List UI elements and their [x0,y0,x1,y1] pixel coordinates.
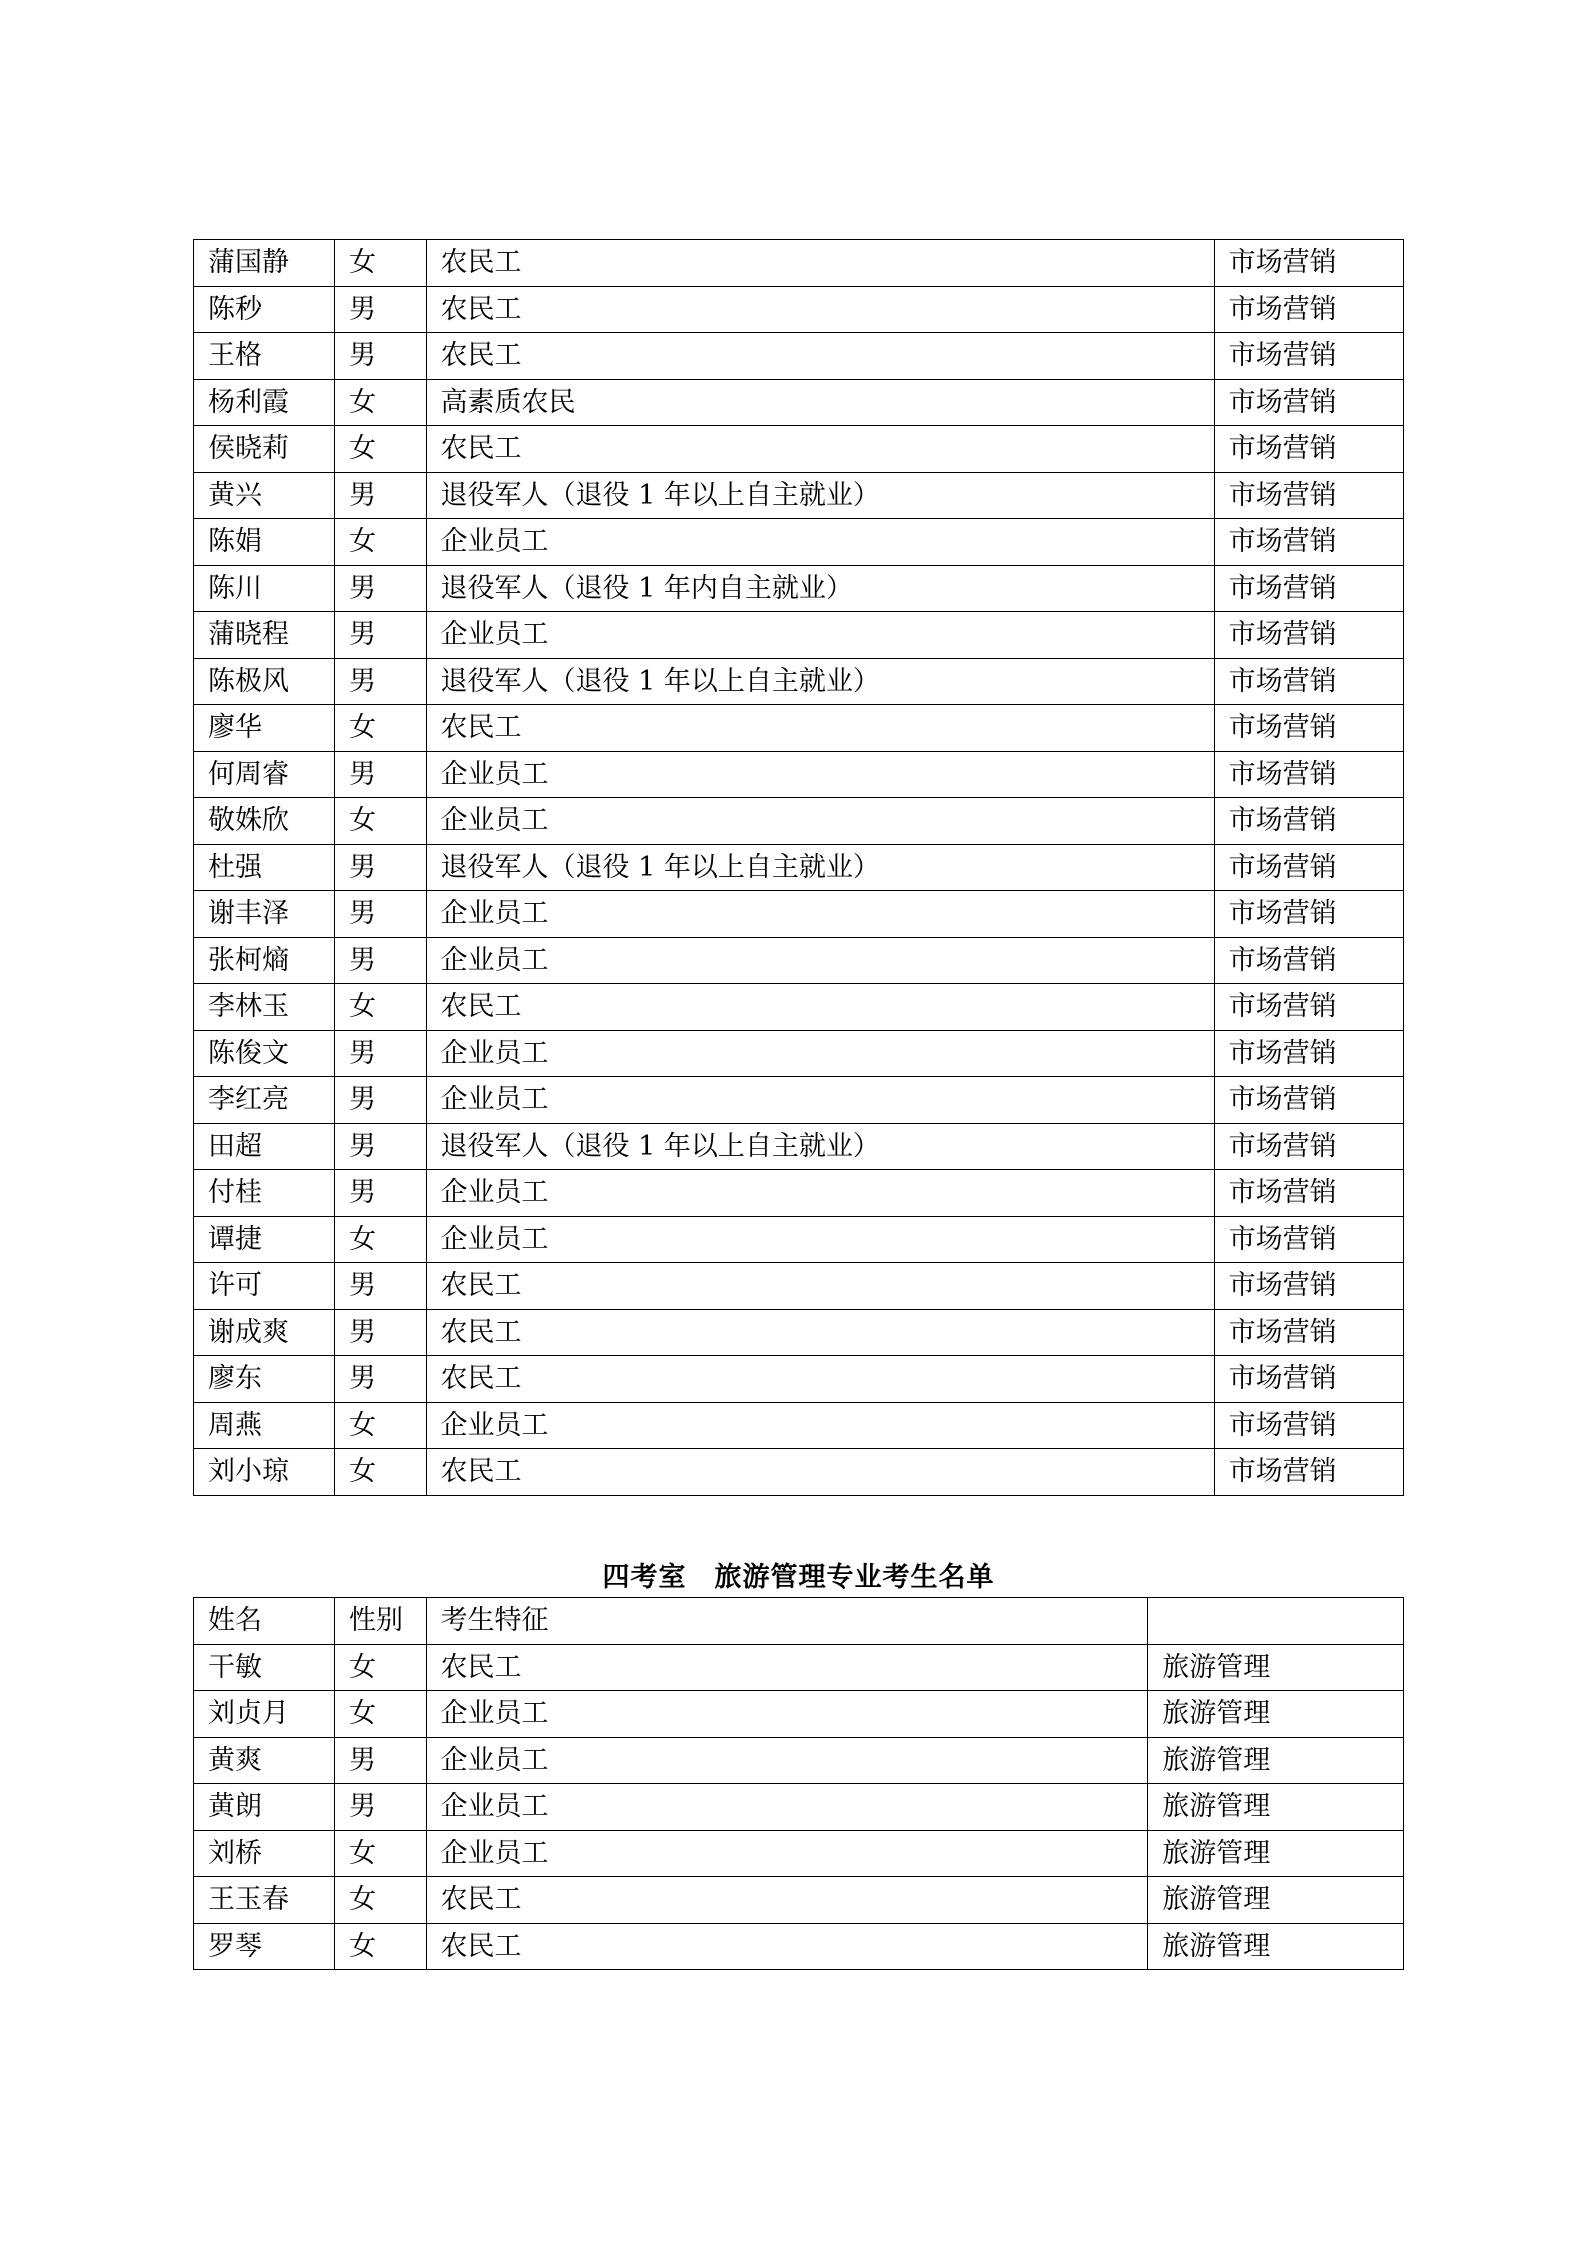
table-row [194,612,1404,659]
table-row [194,798,1404,845]
cell-name: 谭捷 [194,1216,335,1263]
cell-name: 王格 [194,333,335,380]
cell-gender: 男 [334,1309,426,1356]
cell-name: 李林玉 [194,984,335,1031]
cell-gender: 男 [334,751,426,798]
cell-gender: 男 [334,1170,426,1217]
header-name: 姓名 [194,1598,335,1645]
cell-gender: 女 [334,1216,426,1263]
table-row [194,1123,1404,1170]
cell-major: 市场营销 [1214,1030,1403,1077]
table-row [194,1170,1404,1217]
cell-name: 蒲国静 [194,240,335,287]
cell-major: 旅游管理 [1148,1784,1404,1831]
cell-major: 市场营销 [1214,844,1403,891]
table-row [194,1216,1404,1263]
cell-gender: 女 [334,1644,426,1691]
cell-feature: 农民工 [426,984,1214,1031]
cell-gender: 男 [334,1737,426,1784]
cell-major: 市场营销 [1214,891,1403,938]
cell-feature: 高素质农民 [426,379,1214,426]
cell-name: 陈娟 [194,519,335,566]
cell-name: 廖华 [194,705,335,752]
cell-name: 黄兴 [194,472,335,519]
cell-name: 侯晓莉 [194,426,335,473]
cell-major: 市场营销 [1214,1216,1403,1263]
cell-gender: 男 [334,1077,426,1124]
cell-name: 刘贞月 [194,1691,335,1738]
cell-name: 杜强 [194,844,335,891]
cell-feature: 企业员工 [426,891,1214,938]
table-row [194,1030,1404,1077]
cell-feature: 企业员工 [426,1737,1148,1784]
cell-major: 市场营销 [1214,426,1403,473]
tourism-table-body [194,1598,1404,1970]
cell-feature: 农民工 [426,705,1214,752]
cell-major: 市场营销 [1214,1449,1403,1496]
cell-gender: 女 [334,1449,426,1496]
cell-gender: 女 [334,1402,426,1449]
cell-name: 付桂 [194,1170,335,1217]
cell-gender: 女 [334,705,426,752]
cell-gender: 男 [334,1356,426,1403]
cell-major: 市场营销 [1214,1123,1403,1170]
cell-major: 旅游管理 [1148,1830,1404,1877]
cell-name: 李红亮 [194,1077,335,1124]
cell-major: 旅游管理 [1148,1737,1404,1784]
cell-gender: 男 [334,658,426,705]
cell-name: 陈俊文 [194,1030,335,1077]
cell-feature: 企业员工 [426,1402,1214,1449]
cell-feature: 企业员工 [426,1030,1214,1077]
table-row [194,1877,1404,1924]
table-row [194,240,1404,287]
cell-major: 市场营销 [1214,612,1403,659]
table-row [194,658,1404,705]
cell-major: 市场营销 [1214,519,1403,566]
cell-feature: 退役军人（退役 1 年以上自主就业） [426,844,1214,891]
table-row [194,519,1404,566]
table-row [194,1923,1404,1970]
cell-gender: 男 [334,937,426,984]
cell-feature: 农民工 [426,1449,1214,1496]
cell-gender: 女 [334,1877,426,1924]
cell-major: 市场营销 [1214,1309,1403,1356]
cell-major: 市场营销 [1214,751,1403,798]
table-row [194,891,1404,938]
cell-gender: 女 [334,1923,426,1970]
cell-major: 市场营销 [1214,472,1403,519]
table-row [194,1644,1404,1691]
cell-major: 市场营销 [1214,1170,1403,1217]
cell-gender: 男 [334,612,426,659]
cell-major: 市场营销 [1214,1356,1403,1403]
cell-gender: 男 [334,1123,426,1170]
cell-name: 廖东 [194,1356,335,1403]
cell-gender: 男 [334,844,426,891]
table-row [194,1402,1404,1449]
cell-name: 田超 [194,1123,335,1170]
cell-name: 敬姝欣 [194,798,335,845]
cell-name: 谢丰泽 [194,891,335,938]
cell-feature: 农民工 [426,1263,1214,1310]
cell-name: 刘小琼 [194,1449,335,1496]
marketing-table-body [194,240,1404,1496]
table-row [194,705,1404,752]
cell-major: 市场营销 [1214,333,1403,380]
cell-name: 陈秒 [194,286,335,333]
table-row [194,1784,1404,1831]
cell-major: 市场营销 [1214,379,1403,426]
cell-feature: 企业员工 [426,1691,1148,1738]
cell-major: 旅游管理 [1148,1877,1404,1924]
cell-gender: 男 [334,1030,426,1077]
cell-gender: 男 [334,1784,426,1831]
cell-feature: 农民工 [426,1309,1214,1356]
cell-name: 刘桥 [194,1830,335,1877]
cell-name: 谢成爽 [194,1309,335,1356]
cell-feature: 农民工 [426,1356,1214,1403]
cell-major: 市场营销 [1214,1077,1403,1124]
table-row [194,472,1404,519]
cell-gender: 女 [334,1830,426,1877]
cell-feature: 农民工 [426,426,1214,473]
cell-name: 杨利霞 [194,379,335,426]
marketing-student-table [193,239,1404,1496]
cell-name: 陈极风 [194,658,335,705]
table-row [194,1737,1404,1784]
cell-major: 市场营销 [1214,937,1403,984]
cell-name: 干敏 [194,1644,335,1691]
cell-name: 张柯熵 [194,937,335,984]
table-row [194,751,1404,798]
cell-feature: 农民工 [426,1644,1148,1691]
table-row [194,286,1404,333]
cell-gender: 女 [334,1691,426,1738]
table-row [194,1449,1404,1496]
cell-gender: 女 [334,519,426,566]
cell-feature: 农民工 [426,240,1214,287]
cell-feature: 企业员工 [426,1170,1214,1217]
cell-major: 市场营销 [1214,286,1403,333]
table-row [194,1309,1404,1356]
cell-name: 陈川 [194,565,335,612]
cell-name: 蒲晓程 [194,612,335,659]
section-title: 四考室 旅游管理专业考生名单 [602,1562,995,1593]
cell-major: 旅游管理 [1148,1691,1404,1738]
cell-gender: 女 [334,379,426,426]
cell-name: 何周睿 [194,751,335,798]
tourism-student-table [193,1597,1404,1970]
cell-feature: 企业员工 [426,751,1214,798]
table-row [194,937,1404,984]
table-row [194,1356,1404,1403]
cell-major: 市场营销 [1214,240,1403,287]
cell-feature: 企业员工 [426,1830,1148,1877]
table-row [194,844,1404,891]
cell-major: 市场营销 [1214,1263,1403,1310]
cell-major: 市场营销 [1214,1402,1403,1449]
cell-feature: 企业员工 [426,612,1214,659]
cell-major: 市场营销 [1214,565,1403,612]
cell-feature: 农民工 [426,333,1214,380]
cell-name: 黄朗 [194,1784,335,1831]
cell-feature: 企业员工 [426,519,1214,566]
cell-name: 黄爽 [194,1737,335,1784]
cell-major: 市场营销 [1214,658,1403,705]
header-feature: 考生特征 [426,1598,1148,1645]
cell-feature: 企业员工 [426,937,1214,984]
cell-major: 市场营销 [1214,984,1403,1031]
header-gender: 性别 [334,1598,426,1645]
cell-gender: 男 [334,565,426,612]
cell-feature: 退役军人（退役 1 年内自主就业） [426,565,1214,612]
cell-major: 旅游管理 [1148,1644,1404,1691]
table-row [194,1691,1404,1738]
table-row [194,1263,1404,1310]
cell-feature: 退役军人（退役 1 年以上自主就业） [426,1123,1214,1170]
table-row [194,379,1404,426]
cell-gender: 男 [334,1263,426,1310]
cell-feature: 企业员工 [426,1077,1214,1124]
cell-name: 王玉春 [194,1877,335,1924]
table-row [194,333,1404,380]
cell-gender: 女 [334,984,426,1031]
cell-feature: 农民工 [426,1923,1148,1970]
table-row [194,1077,1404,1124]
table-row [194,1830,1404,1877]
cell-gender: 女 [334,798,426,845]
cell-name: 许可 [194,1263,335,1310]
table-header-row [194,1598,1404,1645]
cell-feature: 农民工 [426,286,1214,333]
cell-gender: 男 [334,891,426,938]
cell-gender: 女 [334,426,426,473]
cell-feature: 退役军人（退役 1 年以上自主就业） [426,472,1214,519]
cell-gender: 男 [334,286,426,333]
table-row [194,565,1404,612]
cell-name: 罗琴 [194,1923,335,1970]
cell-major: 市场营销 [1214,705,1403,752]
cell-major: 旅游管理 [1148,1923,1404,1970]
cell-feature: 退役军人（退役 1 年以上自主就业） [426,658,1214,705]
cell-gender: 男 [334,333,426,380]
table-row [194,426,1404,473]
cell-feature: 企业员工 [426,1216,1214,1263]
cell-name: 周燕 [194,1402,335,1449]
cell-gender: 男 [334,472,426,519]
cell-feature: 企业员工 [426,798,1214,845]
cell-feature: 农民工 [426,1877,1148,1924]
cell-gender: 女 [334,240,426,287]
cell-major: 市场营销 [1214,798,1403,845]
header-major [1148,1598,1404,1645]
table-row [194,984,1404,1031]
cell-feature: 企业员工 [426,1784,1148,1831]
